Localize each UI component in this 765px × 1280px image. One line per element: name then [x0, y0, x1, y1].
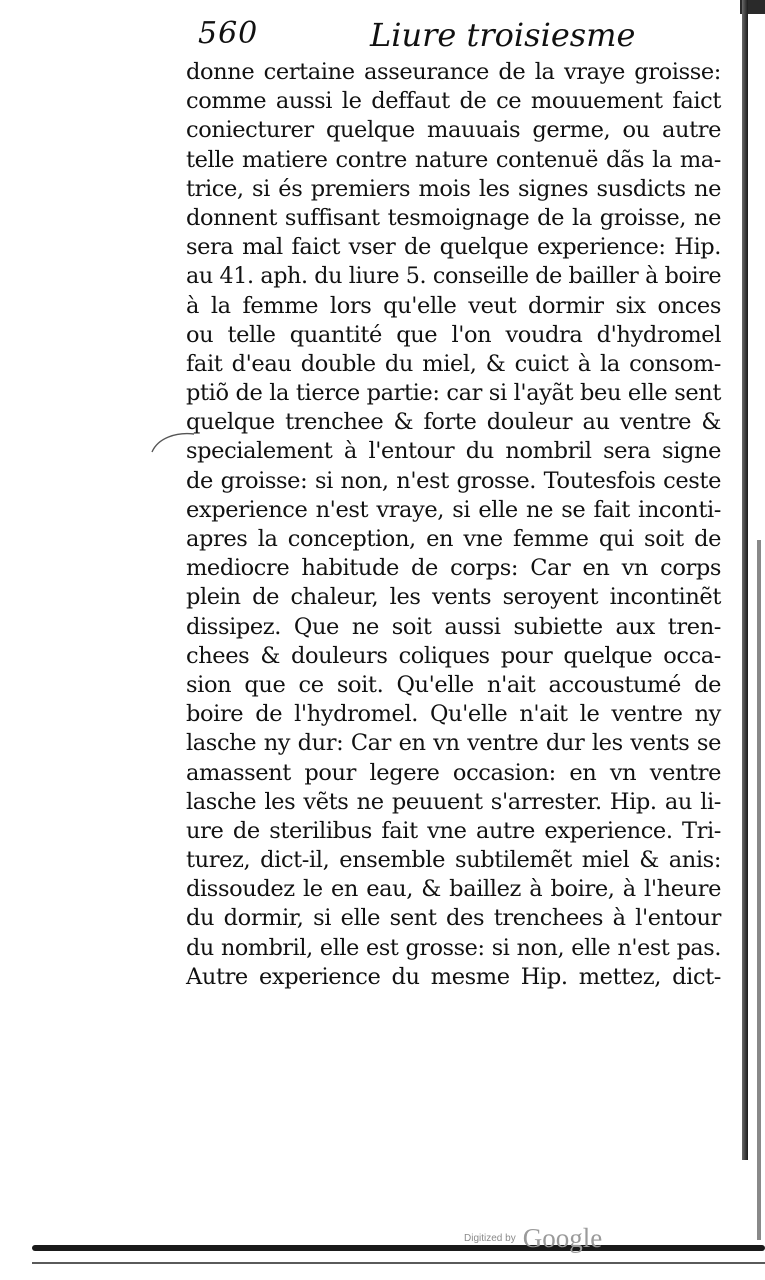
- running-title: Liure troisiesme: [370, 16, 636, 54]
- text-line: comme aussi le deffaut de ce mouuement faict: [186, 88, 721, 115]
- text-line: ure de sterilibus fait vne autre experience. Tri-: [186, 817, 721, 844]
- digitized-by-watermark: [464, 1223, 602, 1253]
- scan-edge-bottom: [32, 1245, 765, 1251]
- text-line: du dormir, si elle sent des trenchees à l'entour: [186, 905, 721, 932]
- text-line: lasche les vẽts ne peuuent s'arrester. Hip. au li-: [186, 788, 721, 815]
- text-line: à la femme lors qu'elle veut dormir six onces: [186, 292, 721, 319]
- text-line: plein de chaleur, les vents seroyent incontinẽt: [186, 584, 721, 611]
- text-line: turez, dict-il, ensemble subtilemẽt miel & anis:: [186, 847, 721, 874]
- text-line: chees & douleurs coliques pour quelque occa-: [186, 642, 721, 669]
- text-line: amassent pour legere occasion: en vn ventre: [186, 759, 721, 786]
- google-logo: Google: [522, 1223, 603, 1253]
- text-line: lasche ny dur: Car en vn ventre dur les vents se: [186, 730, 721, 757]
- text-line: dissipez. Que ne soit aussi subiette aux tren-: [186, 613, 721, 640]
- page-number: 560: [198, 16, 259, 51]
- scan-edge-right: [742, 0, 748, 1160]
- text-line: au 41. aph. du liure 5. conseille de bailler à boire: [186, 263, 722, 290]
- text-line: sion que ce soit. Qu'elle n'ait accoustumé de: [186, 671, 721, 698]
- text-line: apres la conception, en vne femme qui soit de: [186, 526, 721, 552]
- text-line: telle matiere contre nature contenuë dãs la ma-: [186, 146, 721, 173]
- text-line: boire de l'hydromel. Qu'elle n'ait le ventre ny: [186, 701, 721, 728]
- text-line: specialement à l'entour du nombril sera signe: [186, 438, 721, 465]
- text-line: coniecturer quelque mauuais germe, ou autre: [186, 117, 721, 144]
- body-text: [186, 58, 721, 992]
- text-line: du nombril, elle est grosse: si non, elle n'est pas.: [186, 934, 721, 961]
- text-line: quelque trenchee & forte douleur au ventre &: [186, 409, 721, 436]
- text-line: fait d'eau double du miel, & cuict à la consom-: [186, 350, 721, 377]
- text-line: sera mal faict vser de quelque experience: Hip.: [186, 234, 721, 261]
- text-line: ou telle quantité que l'on voudra d'hydromel: [186, 321, 721, 348]
- digitized-label: Digitized by: [464, 1233, 516, 1244]
- text-line: donne certaine asseurance de la vraye groisse:: [186, 59, 721, 85]
- running-head: [198, 12, 636, 58]
- text-line: ptiõ de la tierce partie: car si l'ayãt beu elle sent: [186, 380, 721, 407]
- text-line: trice, si és premiers mois les signes susdicts ne: [186, 175, 721, 202]
- scan-edge-shadow: [757, 540, 761, 1240]
- text-line: mediocre habitude de corps: Car en vn corps: [186, 555, 721, 582]
- text-line: donnent suffisant tesmoignage de la groisse, ne: [186, 204, 721, 231]
- text-line: de groisse: si non, n'est grosse. Toutesfois ceste: [186, 467, 721, 494]
- text-line: dissoudez le en eau, & baillez à boire, à l'heure: [186, 876, 721, 903]
- scan-edge-bottom-line: [32, 1262, 765, 1264]
- text-line: experience n'est vraye, si elle ne se fait inconti-: [186, 496, 721, 523]
- text-line: Autre experience du mesme Hip. mettez, dict-: [186, 963, 721, 990]
